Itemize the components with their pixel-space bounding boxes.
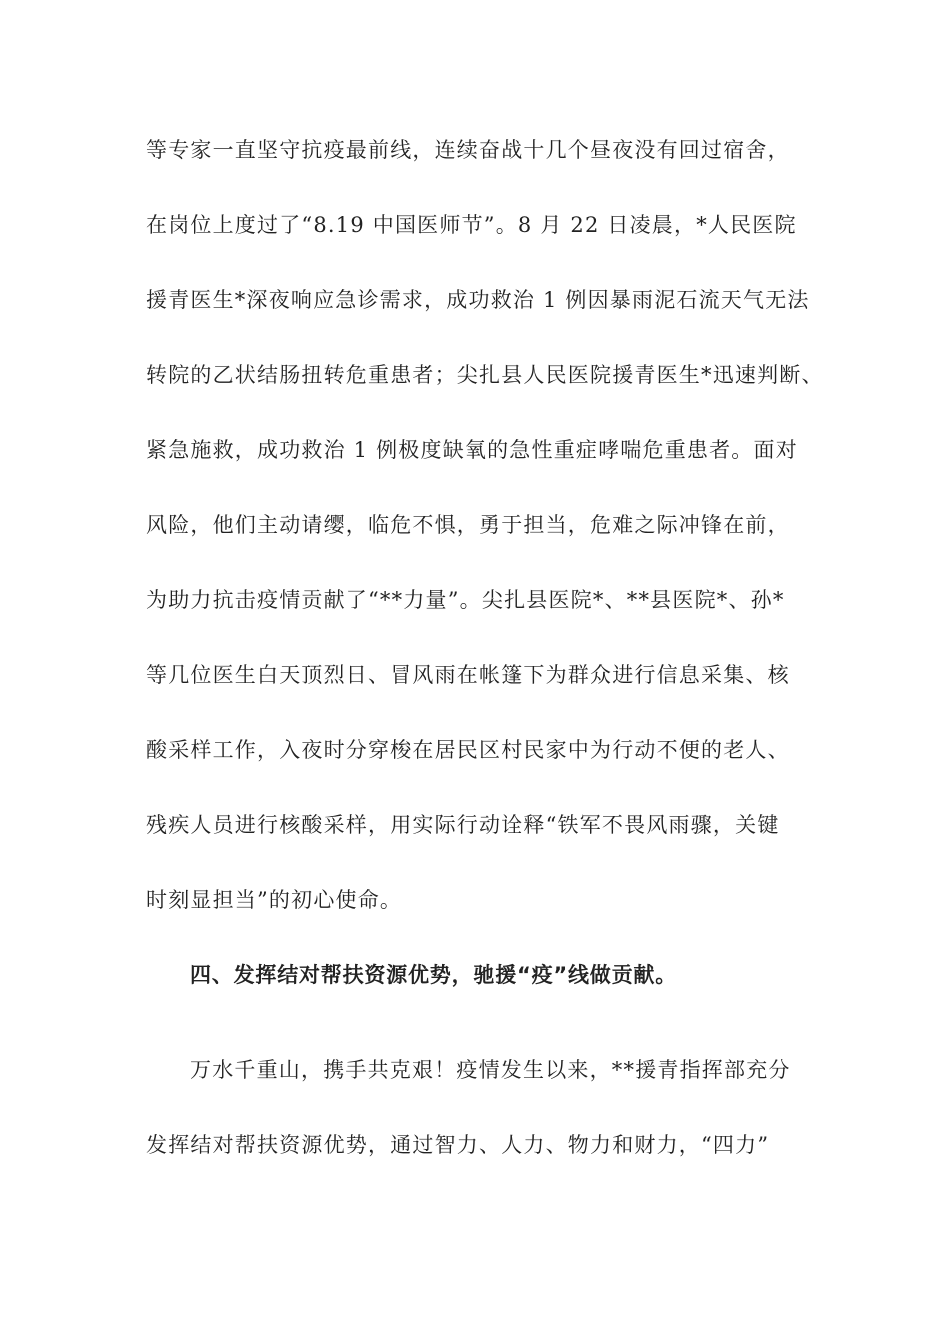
section-heading: 四、发挥结对帮扶资源优势，驰援“疫”线做贡献。 (190, 963, 678, 987)
paragraph-line: 万水千重山，携手共克艰！疫情发生以来，**援青指挥部充分 (190, 1058, 791, 1082)
paragraph-line: 风险，他们主动请缨，临危不惧，勇于担当，危难之际冲锋在前， (146, 513, 790, 537)
paragraph-line: 在岗位上度过了“8.19 中国医师节”。8 月 22 日凌晨，*人民医院 (146, 213, 797, 237)
paragraph-line: 转院的乙状结肠扭转危重患者；尖扎县人民医院援青医生*迅速判断、 (146, 363, 824, 387)
paragraph-line: 发挥结对帮扶资源优势，通过智力、人力、物力和财力，“四力” (146, 1133, 770, 1157)
paragraph-line: 等几位医生白天顶烈日、冒风雨在帐篷下为群众进行信息采集、核 (146, 663, 790, 687)
paragraph-line: 援青医生*深夜响应急诊需求，成功救治 1 例因暴雨泥石流天气无法 (146, 288, 810, 312)
paragraph-line: 时刻显担当”的初心使命。 (146, 888, 403, 912)
paragraph-line: 酸采样工作，入夜时分穿梭在居民区村民家中为行动不便的老人、 (146, 738, 790, 762)
paragraph-line: 为助力抗击疫情贡献了“**力量”。尖扎县医院*、**县医院*、孙* (146, 588, 785, 612)
paragraph-line: 等专家一直坚守抗疫最前线，连续奋战十几个昼夜没有回过宿舍， (146, 138, 790, 162)
paragraph-line: 残疾人员进行核酸采样，用实际行动诠释“铁军不畏风雨骤，关键 (146, 813, 780, 837)
paragraph-line: 紧急施救，成功救治 1 例极度缺氧的急性重症哮喘危重患者。面对 (146, 438, 798, 462)
